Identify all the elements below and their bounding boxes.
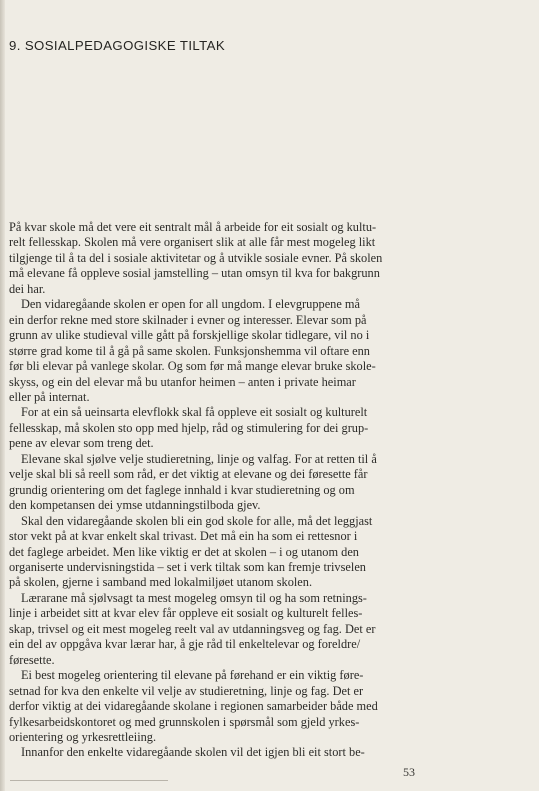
page-title: 9. SOSIALPEDAGOGISKE TILTAK [9,38,226,53]
text-line: linje i arbeidet sitt at kvar elev får oppleve eit sosialt og kulturelt felles- [9,606,363,621]
text-line: pene av elevar som treng det. [9,436,154,451]
text-line: ein del av oppgåva kvar lærar har, å gje råd til enkeltelevar og foreldre/ [9,637,361,652]
footer-rule [10,780,168,781]
page-number: 53 [403,765,415,779]
text-line: på skolen, gjerne i samband med lokalmiljøet utanom skolen. [9,575,313,590]
text-line: det faglege arbeidet. Men like viktig er det at skolen – i og utanom den [9,544,359,559]
text-line: velje skal bli så reell som råd, er det viktig at elevane og dei føresette får [9,467,368,482]
text-line: organiserte undervisningstida – set i verk tiltak som kan fremje trivselen [9,559,366,574]
text-line: føresette. [9,652,55,667]
body-text [9,220,427,761]
text-line: større grad kome til å gå på same skolen. Funksjonshemma vil oftare enn [9,343,370,358]
page-edge [0,0,5,791]
text-line: fylkesarbeidskontoret og med grunnskolen i spørsmål som gjeld yrkes- [9,714,360,729]
text-line: setnad for kva den enkelte vil velje av studieretning, linje og fag. Det er [9,683,364,698]
text-line: eller på internat. [9,389,90,404]
text-line: derfor viktig at dei vidaregåande skolane i regionen samarbeider både med [9,699,378,714]
text-line: fellesskap, må skolen sto opp med hjelp, råd og stimulering for dei grup- [9,420,369,435]
text-line: orientering og yrkesrettleiing. [9,729,157,744]
text-line: grunn av ulike studieval ville gått på forskjellige skolar tidlegare, vil no i [9,328,370,343]
text-line: Lærarane må sjølvsagt ta mest mogeleg omsyn til og ha som retnings- [21,590,367,605]
text-line: Den vidaregåande skolen er open for all ungdom. I elevgruppene må [21,297,360,312]
text-line: På kvar skole må det vere eit sentralt mål å arbeide for eit sosialt og kultu- [9,220,377,234]
text-line: må elevane få oppleve sosial jamstelling – utan omsyn til kva for bakgrunn [9,266,380,281]
text-line: relt fellesskap. Skolen må vere organisert slik at alle får mest mogeleg likt [9,235,376,250]
text-line: den kompetansen dei ymse utdanningstilboda gjev. [9,498,261,513]
text-line: tilgjenge til å ta del i sosiale aktivitetar og å utvikle sosiale evner. På skolen [9,250,383,265]
text-line: Innanfor den enkelte vidaregåande skolen vil det igjen bli eit stort be- [21,745,365,760]
text-line: Elevane skal sjølve velje studieretning, linje og valfag. For at retten til å [21,451,377,466]
text-line: dei har. [9,281,46,296]
text-line: stor vekt på at kvar enkelt skal trivast. Det må ein ha som ei rettesnor i [9,529,358,544]
text-line: For at ein så ueinsarta elevflokk skal få oppleve eit sosialt og kulturelt [21,405,368,420]
text-line: grundig orientering om det faglege innhald i kvar studieretning og om [9,482,355,497]
text-line: skyss, og ein del elevar må bu utanfor heimen – anten i private heimar [9,374,356,389]
text-line: ein derfor rekne med store skilnader i evner og interesser. Elevar som på [9,312,367,327]
text-line: før bli elevar på vanlege skolar. Og som før må mange elevar bruke skole- [9,359,376,374]
text-line: Ei best mogeleg orientering til elevane på førehand er ein viktig føre- [21,668,364,683]
text-line: Skal den vidaregåande skolen bli ein god skole for alle, må det leggjast [21,513,373,528]
text-line: skap, trivsel og eit mest mogeleg reelt val av utdanningsveg og fag. Det er [9,621,376,636]
